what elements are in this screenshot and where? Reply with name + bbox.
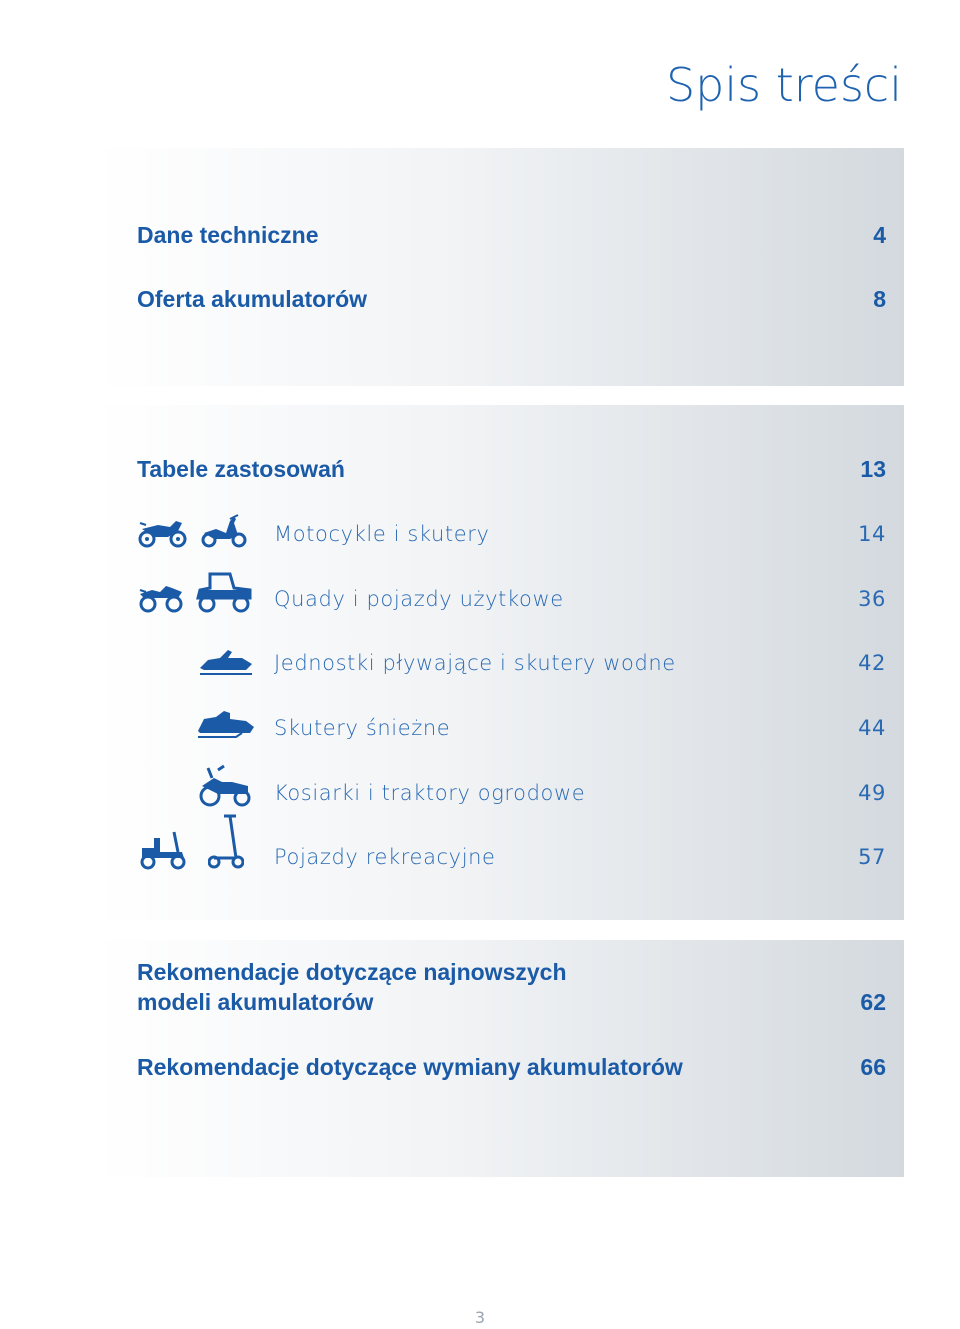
toc-section-recommendations (96, 940, 904, 1177)
toc-entry-label: Jednostki pływające i skutery wodne (274, 651, 676, 675)
toc-section-general (96, 148, 904, 386)
lawn-tractor-icon (198, 764, 252, 808)
toc-entry-page: 49 (858, 781, 886, 805)
utility-vehicle-icon (196, 570, 252, 614)
toc-entry-label: Rekomendacje dotyczące wymiany akumulatorów (137, 1054, 683, 1080)
toc-entry-page: 36 (858, 587, 886, 611)
toc-entry-label: Skutery śnieżne (274, 716, 451, 740)
mobility-scooter-icon (138, 828, 188, 872)
toc-entry-label: Dane techniczne (137, 222, 319, 248)
toc-entry-label: Kosiarki i traktory ogrodowe (274, 781, 586, 805)
page-number: 3 (474, 1308, 486, 1327)
toc-entry-page: 42 (858, 651, 886, 675)
toc-entry-label: Motocykle i skutery (274, 522, 490, 546)
toc-section-application-tables (96, 405, 904, 920)
toc-entry-page: 66 (860, 1054, 886, 1080)
toc-entry-page: 57 (858, 845, 886, 869)
jet-ski-icon (198, 646, 254, 676)
toc-entry-page: 4 (873, 222, 886, 248)
toc-entry-label: Quady i pojazdy użytkowe (274, 587, 564, 611)
toc-entry-label: Pojazdy rekreacyjne (274, 845, 496, 869)
toc-entry-page: 13 (860, 456, 886, 482)
toc-entry-label: Tabele zastosowań (137, 456, 345, 482)
toc-entry-page: 8 (873, 286, 886, 312)
quad-icon (138, 578, 184, 614)
snowmobile-icon (196, 707, 256, 741)
toc-entry-page: 14 (858, 522, 886, 546)
scooter-icon (200, 513, 248, 549)
toc-entry-label-line1: Rekomendacje dotyczące najnowszych (137, 959, 567, 985)
motorcycle-icon (138, 515, 188, 549)
toc-entry-page: 44 (858, 716, 886, 740)
toc-entry-label: Oferta akumulatorów (137, 286, 368, 312)
kick-scooter-icon (208, 812, 244, 870)
page-title: Spis treści (665, 58, 902, 112)
toc-entry-page: 62 (860, 989, 886, 1015)
toc-entry-label-line2: modeli akumulatorów (137, 989, 374, 1015)
